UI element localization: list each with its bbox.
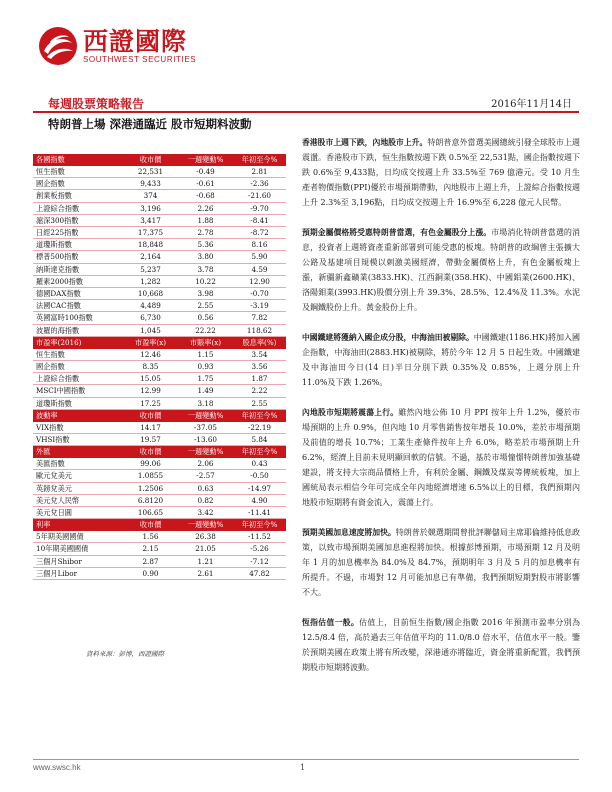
table-row [33, 361, 286, 373]
table-cell-label: 歐元兌美元 [33, 470, 123, 482]
table-cell-value: 5.84 [233, 434, 286, 446]
table-cell-value: -0.68 [178, 190, 233, 202]
table-cell-value: 6.8120 [123, 494, 178, 506]
table-row [33, 397, 286, 409]
table-cell-label: 國企指數 [33, 361, 123, 373]
table-row [33, 166, 286, 178]
table-cell-value: -14.97 [233, 482, 286, 494]
table-cell-value: 1.87 [233, 373, 286, 385]
table-cell-label: 英國富時100指數 [33, 312, 123, 324]
table-cell-value: 374 [123, 190, 178, 202]
table-cell-value: 2,164 [123, 251, 178, 263]
table-cell-value: 5.36 [178, 239, 233, 251]
table-cell-value: 99.06 [123, 458, 178, 470]
table-row [33, 470, 286, 482]
table-cell-value: 3.54 [233, 349, 286, 361]
table-cell-value: 18,848 [123, 239, 178, 251]
table-cell-value: -7.12 [233, 555, 286, 567]
report-title: 每週股票策略報告 [48, 97, 145, 111]
table-cell-value: -2.36 [233, 178, 286, 190]
table-cell-value: 0.82 [178, 494, 233, 506]
table-cell-value: 一週變動% [178, 519, 233, 532]
paragraph-body: 估值上，目前恒生指數/國企指數 2016 年預測市盈率分別為 12.5/8.4 倍，高於過去三年估值平均的 11.0/8.0 倍水平，估值水平一般。鑒於預期美國在政策上將有所改變，深港通亦將臨近，資金將重新配置，我們預期股市短期將波動。 [302, 618, 580, 672]
table-cell-value: -0.70 [233, 288, 286, 300]
table-cell-label: 三個月Libor [33, 567, 123, 579]
table-cell-label: 外匯 [33, 446, 123, 459]
table-row [33, 422, 286, 434]
table-cell-value: 收市價 [123, 446, 178, 459]
table-cell-value: 3.80 [178, 251, 233, 263]
table-cell-label: 市盈率(2016) [33, 336, 123, 349]
table-row [33, 385, 286, 397]
table-cell-value: 17.25 [123, 397, 178, 409]
table-cell-value: 14.17 [123, 422, 178, 434]
table-cell-value: 15.05 [123, 373, 178, 385]
table-cell-label: 創業板指數 [33, 190, 123, 202]
table-cell-value: 17,375 [123, 227, 178, 239]
table-row [33, 214, 286, 226]
table-cell-label: 國企指數 [33, 178, 123, 190]
table-row [33, 275, 286, 287]
table-cell-value: 1.56 [123, 531, 178, 543]
report-date: 2016年11月14日 [491, 99, 572, 110]
table-cell-value: -13.60 [178, 434, 233, 446]
table-section-header [33, 519, 286, 532]
table-cell-value: 26.38 [178, 531, 233, 543]
table-cell-value: 3.18 [178, 397, 233, 409]
table-cell-label: 三個月Shibor [33, 555, 123, 567]
table-cell-value: 1.2506 [123, 482, 178, 494]
table-cell-value: 7.82 [233, 312, 286, 324]
table-row [33, 567, 286, 579]
table-cell-value: 收市價 [123, 519, 178, 532]
table-cell-value: 一週變動% [178, 409, 233, 422]
table-cell-value: 47.82 [233, 567, 286, 579]
table-cell-value: 一週變動% [178, 154, 233, 166]
footer-divider [33, 759, 579, 760]
table-cell-label: 英鎊兌美元 [33, 482, 123, 494]
table-row [33, 263, 286, 275]
table-cell-value: -8.41 [233, 214, 286, 226]
table-cell-value: 8.35 [123, 361, 178, 373]
table-cell-label: 法國CAC指數 [33, 300, 123, 312]
table-cell-value: 19.57 [123, 434, 178, 446]
table-cell-value: 1,045 [123, 324, 178, 336]
table-cell-value: 2.06 [178, 458, 233, 470]
table-row [33, 190, 286, 202]
logo-english-name: SOUTHWEST SECURITIES [83, 54, 197, 64]
table-row [33, 202, 286, 214]
table-cell-value: 5,237 [123, 263, 178, 275]
table-cell-value: 0.56 [178, 312, 233, 324]
table-cell-value: -37.05 [178, 422, 233, 434]
paragraph-body: 特朗普於競選期間曾批評聯儲局主席耶倫維持低息政策，以致市場預期美國加息進程將加快。根據彭博預期，市場預期 12 月及明年 1 月的加息機率為 84.0%及 84.7%，預期明年 3 月及 5 月的加息機率有所提升。不過，市場對 12 月可能加息已有準備，我們預期短期對股市將影響不大。 [302, 528, 580, 597]
table-row [33, 531, 286, 543]
commentary-paragraph [302, 225, 580, 315]
table-cell-label: 10年期美國國債 [33, 543, 123, 555]
table-cell-label: 利率 [33, 519, 123, 532]
table-cell-value: 118.62 [233, 324, 286, 336]
commentary-paragraph [302, 405, 580, 510]
table-cell-value: 5.90 [233, 251, 286, 263]
table-cell-value: 2.87 [123, 555, 178, 567]
table-cell-label: VHSI指數 [33, 434, 123, 446]
table-cell-value: 2.61 [178, 567, 233, 579]
table-cell-value: 3,196 [123, 202, 178, 214]
table-cell-label: 美匯指數 [33, 458, 123, 470]
commentary-paragraph [302, 525, 580, 600]
table-cell-value: 2.26 [178, 202, 233, 214]
table-cell-label: 羅素2000指數 [33, 275, 123, 287]
paragraph-lead: 預期金屬價格將受惠特朗普當選，有色金屬股分上漲。 [302, 228, 492, 237]
commentary-paragraph [302, 330, 580, 390]
table-cell-value: -9.70 [233, 202, 286, 214]
table-cell-value: 收市價 [123, 154, 178, 166]
table-cell-value: 12.46 [123, 349, 178, 361]
table-cell-value: 0.93 [178, 361, 233, 373]
table-cell-value: 4.90 [233, 494, 286, 506]
table-cell-label: 滬深300指數 [33, 214, 123, 226]
table-cell-value: 股息率(%) [233, 336, 286, 349]
table-row [33, 373, 286, 385]
table-cell-label: 各國指數 [33, 154, 123, 166]
table-cell-label: 上證綜合指數 [33, 373, 123, 385]
table-cell-value: 1.75 [178, 373, 233, 385]
table-cell-label: 波羅的海指數 [33, 324, 123, 336]
page-number: 1 [300, 763, 306, 772]
table-cell-value: 年初至今% [233, 519, 286, 532]
table-cell-value: 4.59 [233, 263, 286, 275]
table-cell-value: 1.88 [178, 214, 233, 226]
table-row [33, 300, 286, 312]
table-row [33, 458, 286, 470]
table-cell-value: 2.55 [178, 300, 233, 312]
table-cell-label: 道瓊斯指數 [33, 239, 123, 251]
table-row [33, 324, 286, 336]
table-cell-label: 日經225指數 [33, 227, 123, 239]
paragraph-body: 市場消化特朗普當選的消息，投資者上週將資產重新部署到可能受惠的板塊。特朗普的政綱曾主張擴大公路及基建項目規模以刺激美國經濟，帶動金屬價格上升，有色金屬板塊上漲，新疆新鑫礦業(3833.HK)、江西銅業(358.HK)、中國鋁業(2600.HK)、洛陽鉬業(3993.HK)股價分別上升 39.3%、28.5%、12.4%及 11.3%。水泥及鋼鐵股份上升。黃金股份上升。 [302, 228, 581, 312]
paragraph-body: 特朗普意外當選美國總統引發全球股市上週震盪。香港股市下跌，恒生指數按週下跌 0.5%至 22,531點，國企指數按週下跌 0.6%至 9,433點，日均成交按週上升 33.5%至 769 億港元。受 10 月生產者物價指數(PPI)優於市場預期帶動，內地股市上週上升，上證綜合指數按週上升 2.3%至 3,196點，日均成交按週上升 16.9%至 6,228 億元人民幣。 [302, 138, 581, 207]
paragraph-lead: 中國鐵建將獲納入國企成分股，中海油田被剔除。 [302, 333, 474, 342]
table-cell-label: VIX指數 [33, 422, 123, 434]
table-cell-value: -11.41 [233, 507, 286, 519]
table-cell-value: 市盈率(x) [123, 336, 178, 349]
table-section-header [33, 409, 286, 422]
table-cell-value: 3,417 [123, 214, 178, 226]
table-cell-label: 德國DAX指數 [33, 288, 123, 300]
table-row [33, 178, 286, 190]
table-cell-value: 2.22 [233, 385, 286, 397]
paragraph-lead: 恆指估值一般。 [302, 618, 360, 627]
table-cell-value: 1.15 [178, 349, 233, 361]
table-cell-value: 0.90 [123, 567, 178, 579]
table-cell-label: MSCI中國指數 [33, 385, 123, 397]
table-cell-label: 上證綜合指數 [33, 202, 123, 214]
table-cell-value: 8.16 [233, 239, 286, 251]
table-cell-value: -0.61 [178, 178, 233, 190]
table-cell-value: 年初至今% [233, 446, 286, 459]
company-logo [38, 26, 196, 66]
footer-url[interactable]: www.swsc.hk [33, 763, 81, 772]
table-cell-value: 4,489 [123, 300, 178, 312]
table-row [33, 239, 286, 251]
table-row [33, 349, 286, 361]
paragraph-lead: 內地股市短期將震蕩上行。 [302, 408, 399, 417]
table-cell-label: 納斯達克指數 [33, 263, 123, 275]
table-row [33, 482, 286, 494]
table-cell-value: 2.15 [123, 543, 178, 555]
table-cell-value: -0.49 [178, 166, 233, 178]
table-row [33, 494, 286, 506]
table-cell-value: 3.56 [233, 361, 286, 373]
table-cell-value: 10,668 [123, 288, 178, 300]
table-cell-label: 5年期美國國債 [33, 531, 123, 543]
market-data-table [33, 154, 286, 580]
table-cell-value: 6,730 [123, 312, 178, 324]
table-cell-value: 1.49 [178, 385, 233, 397]
table-cell-value: 1,282 [123, 275, 178, 287]
table-cell-label: 恒生指數 [33, 166, 123, 178]
table-cell-value: 3.98 [178, 288, 233, 300]
table-cell-value: 21.05 [178, 543, 233, 555]
table-section-header [33, 446, 286, 459]
table-row [33, 543, 286, 555]
table-cell-value: 12.99 [123, 385, 178, 397]
table-row [33, 507, 286, 519]
table-section-header [33, 336, 286, 349]
paragraph-body: 中國鐵建(1186.HK)將加入國企指數，中海油田(2883.HK)被剔除，將於今年 12 月 5 日起生效。中國鐵建及中海油田今日(14 日)半日分別下跌 0.35%及 0.85%，上週分別上升 11.0%及下跌 1.26%。 [302, 333, 580, 387]
table-cell-value: -22.19 [233, 422, 286, 434]
headline: 特朗普上場 深港通臨近 股市短期料波動 [48, 117, 252, 131]
paragraph-lead: 香港股市上週下跌，內地股市上升。 [302, 138, 428, 147]
commentary-column [302, 135, 580, 690]
table-cell-value: 2.55 [233, 397, 286, 409]
table-cell-label: 道瓊斯指數 [33, 397, 123, 409]
logo-chinese-name: 西證國際 [83, 26, 188, 56]
table-cell-label: 美元兌日圓 [33, 507, 123, 519]
table-cell-value: 2.81 [233, 166, 286, 178]
commentary-paragraph [302, 615, 580, 675]
paragraph-lead: 預期美國加息速度將加快。 [302, 528, 396, 537]
table-cell-value: -2.57 [178, 470, 233, 482]
table-cell-value: 年初至今% [233, 154, 286, 166]
paragraph-body: 雖然內地公佈 10 月 PPI 按年上升 1.2%，優於市場預期的上升 0.9%，但內地 10 月零售銷售按年增長 10.0%，差於市場預期及前值的增長 10.7%；工業生產條件按年上升 6.0%，略差於市場預期上升 6.2%，經濟上目前未見明顯回軟的信號。不過，基於市場憧憬特朗普加強基礎建設，將支持大宗商品價格上升，有利於金屬、鋼鐵及煤炭等傳統板塊，加上國統局表示相信今年可完成全年內地經濟增速 6.5%以上的目標，我們預期內地股市短期將有資金流入，震蕩上行。 [302, 408, 580, 507]
title-divider [33, 111, 579, 113]
table-cell-value: 22,531 [123, 166, 178, 178]
table-cell-label: 美元兌人民幣 [33, 494, 123, 506]
table-cell-value: 年初至今% [233, 409, 286, 422]
table-cell-value: 0.43 [233, 458, 286, 470]
table-cell-value: 0.63 [178, 482, 233, 494]
table-cell-value: 12.90 [233, 275, 286, 287]
table-cell-value: 1.21 [178, 555, 233, 567]
table-row [33, 288, 286, 300]
table-cell-value: 9,433 [123, 178, 178, 190]
table-cell-value: 2.78 [178, 227, 233, 239]
table-cell-value: -3.19 [233, 300, 286, 312]
table-cell-label: 波動率 [33, 409, 123, 422]
table-row [33, 251, 286, 263]
table-cell-value: -11.52 [233, 531, 286, 543]
source-note: 資料來源：彭博，西證國際 [86, 650, 164, 658]
table-cell-label: 標普500指數 [33, 251, 123, 263]
table-row [33, 555, 286, 567]
table-cell-value: 一週變動% [178, 446, 233, 459]
table-row [33, 312, 286, 324]
table-cell-label: 恒生指數 [33, 349, 123, 361]
table-row [33, 227, 286, 239]
table-cell-value: 22.22 [178, 324, 233, 336]
table-cell-value: -8.72 [233, 227, 286, 239]
table-cell-value: -21.60 [233, 190, 286, 202]
table-cell-value: 3.42 [178, 507, 233, 519]
logo-mark-icon [38, 26, 78, 66]
table-cell-value: 3.78 [178, 263, 233, 275]
table-cell-value: 10.22 [178, 275, 233, 287]
table-cell-value: 市賬率(x) [178, 336, 233, 349]
table-section-header [33, 154, 286, 166]
table-cell-value: -0.50 [233, 470, 286, 482]
table-cell-value: 收市價 [123, 409, 178, 422]
table-cell-value: 1.0855 [123, 470, 178, 482]
table-cell-value: 106.65 [123, 507, 178, 519]
table-row [33, 434, 286, 446]
table-cell-value: -5.26 [233, 543, 286, 555]
commentary-paragraph [302, 135, 580, 210]
